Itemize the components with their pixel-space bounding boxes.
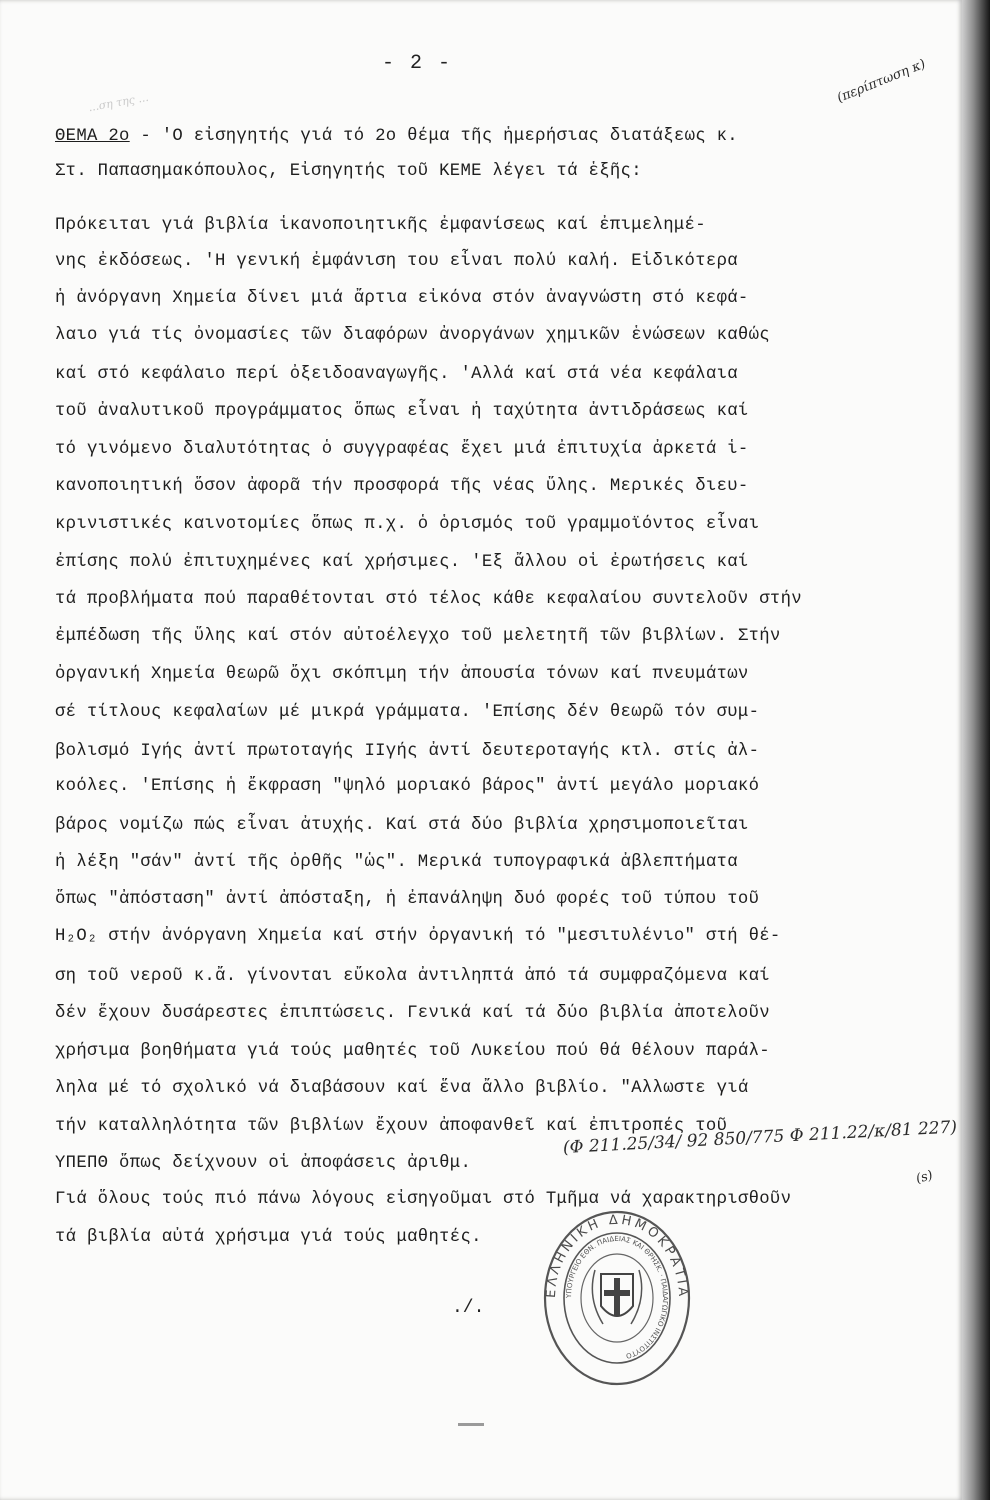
margin-note: (περίπτωση κ) [835,56,928,106]
coat-of-arms-icon [592,1270,641,1324]
text-line-19: βάρος νομίζω πώς εἶναι ἀτυχής. Καί στά δύο βιβλία χρησιμοποιεῖται [55,816,749,835]
heading: ΘΕΜΑ 2ο [55,127,130,146]
text-line-20: ἡ λέξη "σάν" ἀντί τῆς ὀρθῆς "ὡς". Μερικά τυπογραφικά ἀβλεπτήματα [55,853,738,872]
text-line-9: τό γινόμενο διαλυτότητας ὁ συγγραφέας ἔχει μιά ἐπιτυχία ἀρκετά ἱ- [55,440,749,459]
official-seal-stamp [543,1208,691,1388]
text-line-16: σέ τίτλους κεφαλαίων μέ μικρά γράμματα. 'Επίσης δέν θεωρῶ τόν συμ- [55,703,760,722]
text-line-21: ὅπως "ἀπόσταση" ἀντί ἀπόσταξη, ἡ ἐπανάληψη δυό φορές τοῦ τύπου τοῦ [55,890,760,909]
text-line-25: χρήσιμα βοηθήματα γιά τούς μαθητές τοῦ Λυκείου πού θά θέλουν παράλ- [55,1042,770,1061]
text-line-23: ση τοῦ νεροῦ κ.ἄ. γίνονται εὔκολα ἀντιληπτά ἀπό τά συμφραζόμενα καί [55,967,770,986]
text-line-14: ἐμπέδωση τῆς ὕλης καί στόν αὐτοέλεγχο τοῦ μελετητῆ τῶν βιβλίων. Στήν [55,627,781,646]
text-line-1-rest: - 'Ο εἰσηγητής γιά τό 2ο θέμα τῆς ἡμερήσιας διατάξεως κ. [129,127,738,146]
svg-text:ΕΛΛΗΝΙΚΗ ΔΗΜΟΚΡΑΤΙΑ: ΕΛΛΗΝΙΚΗ ΔΗΜΟΚΡΑΤΙΑ [543,1212,691,1300]
text-line-12: ἐπίσης πολύ ἐπιτυχημένες καί χρήσιμες. 'Εξ ἄλλου οἱ ἐρωτήσεις καί [55,553,749,572]
closing-mark: ./. [452,1298,485,1318]
page-number: - 2 - [382,52,453,75]
text-line-17: βολισμό Ιγής ἀντί πρωτοταγής ΙΙγής ἀντί δευτεροταγής κτλ. στίς ἀλ- [55,742,760,761]
text-line-18: κοόλες. 'Επίσης ἡ ἔκφραση "ψηλό μοριακό βάρος" ἀντί μεγάλο μοριακό [55,777,760,796]
text-line-15: ὀργανική Χημεία θεωρῶ ὄχι σκόπιμη τήν ἀπουσία τόνων καί πνευμάτων [55,665,749,684]
bottom-mark [458,1423,484,1426]
faded-margin-text: ...ση της ... [87,90,150,115]
text-line-7: καί στό κεφάλαιο περί ὀξειδοαναγωγῆς. 'Αλλά καί στά νέα κεφάλαια [55,365,738,384]
text-line-5: ἡ ἀνόργανη Χημεία δίνει μιά ἄρτια εἰκόνα στόν ἀναγνώστη στό κεφά- [55,289,749,308]
text-line-1 [55,127,738,146]
text-line-2: Στ. Παπασημακόπουλος, Εἰσηγητής τοῦ ΚΕΜΕ λέγει τά ἑξῆς: [55,162,642,181]
text-line-3: Πρόκειται γιά βιβλία ἱκανοποιητικῆς ἐμφανίσεως καί ἐπιμελημέ- [55,216,706,235]
text-line-27: τήν καταλληλότητα τῶν βιβλίων ἔχουν ἀποφανθεῖ καί ἐπιτροπές τοῦ [55,1117,728,1136]
scan-edge [962,0,990,1500]
text-line-6: λαιο γιά τίς ὀνομασίες τῶν διαφόρων ἀνοργάνων χημικῶν ἑνώσεων καθώς [55,326,770,345]
text-line-4: νης ἐκδόσεως. 'Η γενική ἐμφάνιση του εἶναι πολύ καλή. Εἰδικότερα [55,252,738,271]
text-line-8: τοῦ ἀναλυτικοῦ προγράμματος ὅπως εἶναι ἡ ταχύτητα ἀντιδράσεως καί [55,402,749,421]
text-line-10: κανοποιητική ὅσον ἀφορᾶ τήν προσφορά τῆς νέας ὕλης. Μερικές διευ- [55,477,749,496]
text-line-26: ληλα μέ τό σχολικό νά διαβάσουν καί ἕνα ἄλλο βιβλίο. "Αλλωστε γιά [55,1079,749,1098]
text-line-11: κρινιστικές καινοτομίες ὅπως π.χ. ὁ ὁρισμός τοῦ γραμμοϊόντος εἶναι [55,515,760,534]
text-line-28: ΥΠΕΠΘ ὅπως δείχνουν οἱ ἀποφάσεις ἀριθμ. [55,1154,472,1173]
text-line-29: Γιά ὅλους τούς πιό πάνω λόγους εἰσηγοῦμαι στό Τμῆμα νά χαρακτηρισθοῦν [55,1190,792,1209]
handwritten-reference: (Φ 211.25/34/ 92 850/775 Φ 211.22/κ/81 227) [562,1117,958,1158]
svg-text:ΥΠΟΥΡΓΕΙΟ ΕΘΝ. ΠΑΙΔΕΙΑΣ ΚΑΙ ΘΡ: ΥΠΟΥΡΓΕΙΟ ΕΘΝ. ΠΑΙΔΕΙΑΣ ΚΑΙ ΘΡΗΣΚ. · ΠΑΙΔΑΓΩΓΙΚΟ ΙΝΣΤΙΤΟΥΤΟ [564,1234,670,1360]
text-line-22: H₂O₂ στήν ἀνόργανη Χημεία καί στήν ὀργανική τό "μεσιτυλένιο" στή θέ- [55,927,781,946]
handwritten-mark: (s) [914,1168,935,1187]
text-line-24: δέν ἔχουν δυσάρεστες ἐπιπτώσεις. Γενικά καί τά δύο βιβλία ἀποτελοῦν [55,1004,770,1023]
text-line-30: τά βιβλία αὐτά χρήσιμα γιά τούς μαθητές. [55,1228,482,1247]
text-line-13: τά προβλήματα πού παραθέτονται στό τέλος κάθε κεφαλαίου συντελοῦν στήν [55,590,802,609]
